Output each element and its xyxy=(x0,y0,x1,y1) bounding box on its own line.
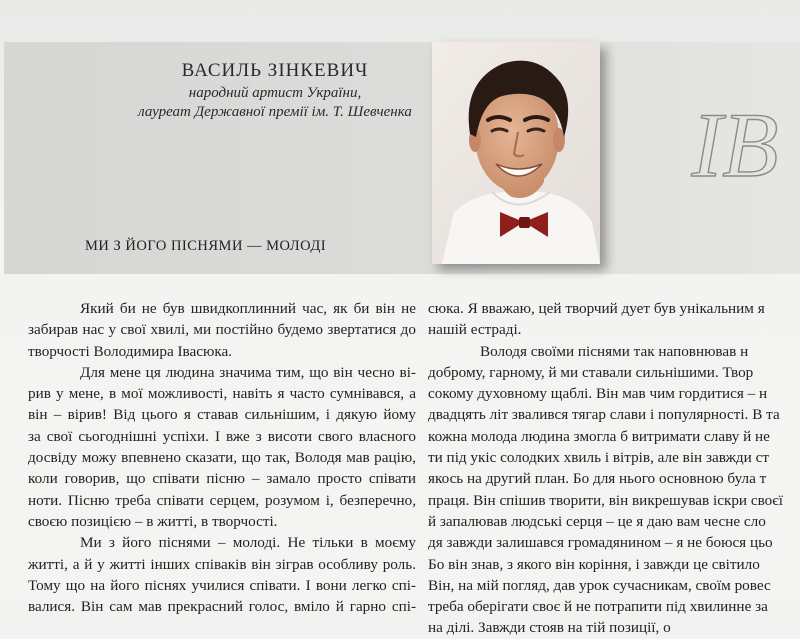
text-line: валися. Він сам мав прекрасний голос, вміло й гарно спі- xyxy=(28,598,416,616)
text-line: нашій естраді. xyxy=(428,321,522,339)
text-line: праця. Він спішив творити, він викрешував іскри своєї xyxy=(428,491,783,509)
portrait-illustration xyxy=(432,42,600,264)
text-line: дя завжди залишався громадянином – я не боюся цьо xyxy=(428,534,773,552)
text-line: досвіду можу впевнено сказати, що так, Володя мав рацію, xyxy=(28,449,416,467)
svg-text:ІВ: ІВ xyxy=(691,94,779,196)
portrait-photo xyxy=(432,42,600,264)
text-line: Володя своїми піснями так наповнював н xyxy=(480,342,749,360)
text-line: якось на другий план. Бо для нього основною була т xyxy=(428,470,767,488)
text-line: житті, а й у житті інших співаків він зіграв особливу роль. xyxy=(28,555,416,573)
text-line: забирав нас у свої хвилі, ми постійно будемо звертатися до xyxy=(28,321,416,339)
text-line: Він, на мій погляд, дав урок сучасникам, своїм ровес xyxy=(428,576,771,594)
text-line: Тому що на його піснях училися співати. І вони легко спі- xyxy=(28,576,416,594)
text-line: він – вірив! Від цього я ставав сильнішим, і дякую йому xyxy=(28,406,416,424)
text-line: треба оберігати своє й не потрапити під хвилинне за xyxy=(428,598,768,616)
subtitle-line: лауреат Державної премії ім. Т. Шевченка xyxy=(138,104,412,120)
text-line: Який би не був швидкоплинний час, як би він не xyxy=(80,300,416,317)
right-text-column xyxy=(428,298,800,639)
text-line: ноти. Пісню треба співати серцем, розумом і, безперечно, xyxy=(28,491,416,509)
text-line: Бо він знав, з якого він коріння, і завжди це світило xyxy=(428,555,760,573)
monogram-logo xyxy=(680,88,790,198)
text-line: сокому духовному щаблі. Він мав чим гордитися – н xyxy=(428,385,768,403)
subtitle-line: народний артист України, xyxy=(188,85,362,101)
text-line: Для мене ця людина значима тим, що він чесно ві- xyxy=(80,363,416,381)
author-subtitle xyxy=(95,84,455,122)
text-line: коли говорив, що співати пісню – замало просто співати xyxy=(28,470,416,488)
section-title: МИ З ЙОГО ПІСНЯМИ — МОЛОДІ xyxy=(85,238,327,254)
text-line: за свої сьогоднішні успіхи. І вже з висоти свого власного xyxy=(28,427,416,445)
text-line: й запалював людські серця – це я даю вам чесне сло xyxy=(428,512,766,530)
text-line: сюка. Я вважаю, цей творчий дует був унікальним я xyxy=(428,300,765,317)
text-line: кожна молода людина змогла б витримати славу й не xyxy=(428,427,770,445)
author-name: ВАСИЛЬ ЗІНКЕВИЧ xyxy=(181,60,369,81)
left-text-column xyxy=(28,298,416,617)
text-line: своєю позицією – в житті, в творчості. xyxy=(28,512,278,530)
text-line: доброму, гарному, й ми ставали сильнішими. Твор xyxy=(428,363,754,381)
text-line: Ми з його піснями – молоді. Не тільки в моєму xyxy=(80,534,416,552)
text-line: двадцять літ звалився тягар слави і популярності. В та xyxy=(428,406,780,424)
iv-monogram-icon xyxy=(680,88,790,198)
text-line: ти під укіс солодких хвиль і вітрів, але він завжди ст xyxy=(428,449,769,467)
text-line: на ділі. Завжди стояв на тій позиції, о xyxy=(428,619,671,637)
text-line: рив у мене, в мої можливості, навіть я часто сумнівався, а xyxy=(28,385,416,403)
text-line: творчості Володимира Івасюка. xyxy=(28,342,233,360)
